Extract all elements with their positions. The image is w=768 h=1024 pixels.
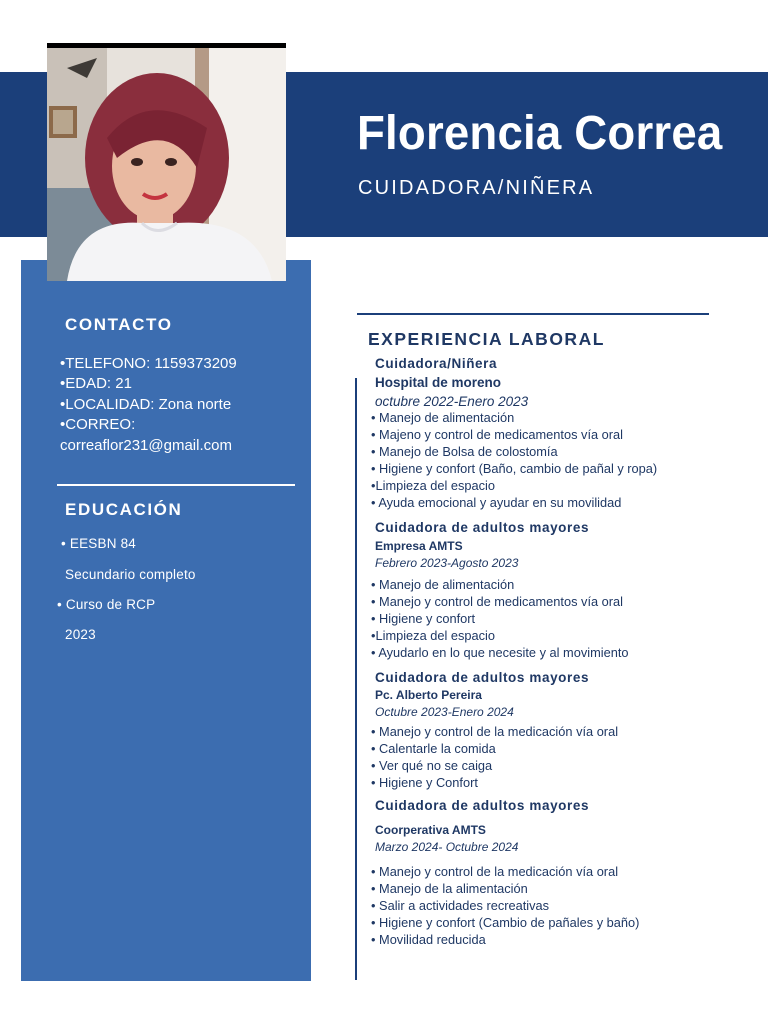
experience-title: EXPERIENCIA LABORAL — [368, 329, 605, 349]
job-bullet: • Calentarle la comida — [371, 741, 496, 756]
job-title: Cuidadora de adultos mayores — [375, 520, 590, 535]
job-company: Coorperativa AMTS — [375, 823, 486, 837]
contact-email-label: •CORREO: — [60, 416, 136, 433]
profile-photo-illustration — [47, 48, 286, 281]
candidate-name: Florencia Correa — [357, 107, 723, 160]
profile-photo — [47, 43, 286, 281]
job-bullet: • Ayuda emocional y ayudar en su movilidad — [371, 495, 622, 510]
job-bullet: • Manejo de alimentación — [371, 410, 515, 425]
job-bullet: • Manejo de alimentación — [371, 577, 515, 592]
education-course: • Curso de RCP — [57, 597, 156, 612]
job-bullet: • Salir a actividades recreativas — [371, 898, 550, 913]
education-school: • EESBN 84 — [61, 536, 137, 551]
contact-location: •LOCALIDAD: Zona norte — [60, 396, 232, 413]
job-bullet: • Majeno y control de medicamentos vía oral — [371, 427, 624, 442]
job-company: Hospital de moreno — [375, 375, 502, 390]
job-dates: Febrero 2023-Agosto 2023 — [375, 556, 519, 570]
job-bullet: • Manejo y control de la medicación vía oral — [371, 864, 619, 879]
candidate-role: CUIDADORA/NIÑERA — [358, 177, 595, 199]
job-dates: octubre 2022-Enero 2023 — [375, 394, 529, 409]
job-bullet: • Higiene y confort (Cambio de pañales y baño) — [371, 915, 640, 930]
experience-top-rule — [357, 313, 709, 315]
job-bullet: • Manejo de la alimentación — [371, 881, 528, 896]
job-bullet: • Manejo y control de medicamentos vía oral — [371, 594, 624, 609]
contact-phone: •TELEFONO: 1159373209 — [60, 355, 237, 372]
job-bullet: •Limpieza del espacio — [371, 628, 495, 643]
job-bullet: • Ver qué no se caiga — [371, 758, 493, 773]
education-title: EDUCACIÓN — [65, 500, 183, 519]
contact-age: •EDAD: 21 — [60, 375, 132, 392]
job-bullet: • Manejo y control de la medicación vía oral — [371, 724, 619, 739]
job-bullet: • Higiene y confort — [371, 611, 476, 626]
sidebar-divider — [57, 484, 295, 486]
job-bullet: • Higiene y confort (Baño, cambio de pañal y ropa) — [371, 461, 658, 476]
job-company: Pc. Alberto Pereira — [375, 688, 482, 702]
job-title: Cuidadora/Niñera — [375, 356, 498, 371]
job-bullet: •Limpieza del espacio — [371, 478, 495, 493]
education-course-year: 2023 — [65, 627, 96, 642]
job-dates: Octubre 2023-Enero 2024 — [375, 705, 514, 719]
job-dates: Marzo 2024- Octubre 2024 — [375, 840, 519, 854]
job-bullet: • Ayudarlo en lo que necesite y al movimiento — [371, 645, 629, 660]
job-bullet: • Manejo de Bolsa de colostomía — [371, 444, 558, 459]
contact-email[interactable]: correaflor231@gmail.com — [60, 437, 232, 454]
education-degree: Secundario completo — [65, 567, 196, 582]
job-title: Cuidadora de adultos mayores — [375, 798, 590, 813]
job-company: Empresa AMTS — [375, 539, 463, 553]
job-title: Cuidadora de adultos mayores — [375, 670, 590, 685]
job-bullet: • Higiene y Confort — [371, 775, 478, 790]
contact-title: CONTACTO — [65, 315, 173, 334]
job-bullet: • Movilidad reducida — [371, 932, 486, 947]
experience-vertical-line — [355, 378, 357, 980]
